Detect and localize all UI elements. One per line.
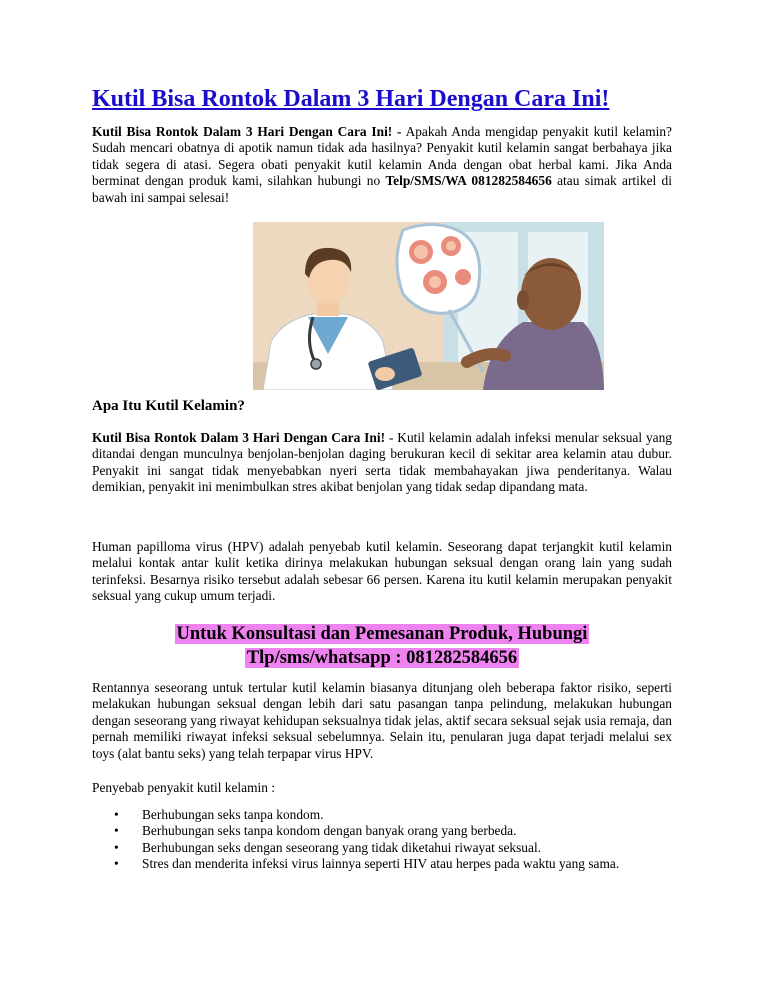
intro-phone: Telp/SMS/WA 081282584656 xyxy=(385,173,552,189)
risk-factors-paragraph: Rentannya seseorang untuk tertular kutil kelamin biasanya ditunjang oleh beberapa faktor risiko, seperti melakukan hubungan seksual dengan lebih dari satu pasangan tanpa pelindung, melakukan hubungan dengan seseorang yang riwayat kehidupan seksualnya tidak jelas, aktif secara seksual sejak usia remaja, dan pernah memiliki riwayat infeksi seksual sebelumnya. Selain itu, penularan juga dapat terjadi melalui sex toys (alat bantu seks) yang telah terpapar virus HPV. xyxy=(92,680,672,761)
list-item xyxy=(92,840,672,856)
cause-text: Stres dan menderita infeksi virus lainnya seperti HIV atau herpes pada waktu yang sama. xyxy=(142,856,620,872)
p1-lead: Kutil Bisa Rontok Dalam 3 Hari Dengan Cara Ini! xyxy=(92,430,386,445)
cause-text: Berhubungan seks tanpa kondom. xyxy=(142,807,324,822)
contact-callout xyxy=(92,622,672,670)
bullet-icon: • xyxy=(114,839,119,855)
cause-text: Berhubungan seks dengan seseorang yang tidak diketahui riwayat seksual. xyxy=(142,839,542,855)
definition-paragraph xyxy=(92,430,672,496)
list-item xyxy=(92,807,672,823)
intro-paragraph xyxy=(92,124,672,206)
cta-line-1: Untuk Konsultasi dan Pemesanan Produk, Hubungi xyxy=(176,624,588,644)
intro-tail: atau simak artikel di bawah ini sampai selesai! xyxy=(92,173,672,205)
hpv-paragraph: Human papilloma virus (HPV) adalah penyebab kutil kelamin. Seseorang dapat terjangkit kutil kelamin melalui kontak antar kulit ketika dirinya melakukan hubungan seksual dengan orang lain yang sudah terinfeksi. Besarnya risiko tersebut adalah sebesar 66 persen. Karena itu kutil kelamin merupakan penyakit seksual yang cukup umum terjadi. xyxy=(92,539,672,604)
cta-line-2: Tlp/sms/whatsapp : 081282584656 xyxy=(246,648,518,668)
bullet-icon: • xyxy=(114,807,119,822)
bullet-icon: • xyxy=(114,856,119,872)
doctor-patient-illustration xyxy=(253,222,604,390)
list-item xyxy=(92,856,672,872)
causes-list xyxy=(92,807,672,873)
intro-lead: Kutil Bisa Rontok Dalam 3 Hari Dengan Cara Ini! - xyxy=(92,124,402,139)
cause-text: Berhubungan seks tanpa kondom dengan banyak orang yang berbeda. xyxy=(142,823,517,839)
bullet-icon: • xyxy=(114,823,119,839)
article-title[interactable]: Kutil Bisa Rontok Dalam 3 Hari Dengan Cara Ini! xyxy=(92,86,610,112)
p1-text: - Kutil kelamin adalah infeksi menular seksual yang ditandai dengan munculnya benjolan-benjolan daging berukuran kecil di sekitar area kelamin atau dubur. Penyakit ini sangat tidak menyebabkan nyeri serta tidak membahayakan jiwa penderitanya. Walau demikian, penyakit ini menimbulkan stres akibat benjolan yang tidak sedap dipandang mata. xyxy=(92,430,672,495)
intro-text: Apakah Anda mengidap penyakit kutil kelamin? Sudah mencari obatnya di apotik namun tidak ada hasilnya? Penyakit kutil kelamin sangat berbahaya jika tidak segera di atasi. Segera obati penyakit kutil kelamin Anda dengan obat herbal kami. Jika Anda berminat dengan produk kami, silahkan hubungi no xyxy=(92,124,672,189)
list-item xyxy=(92,823,672,839)
causes-intro: Penyebab penyakit kutil kelamin : xyxy=(92,780,275,795)
section-heading: Apa Itu Kutil Kelamin? xyxy=(92,398,245,414)
